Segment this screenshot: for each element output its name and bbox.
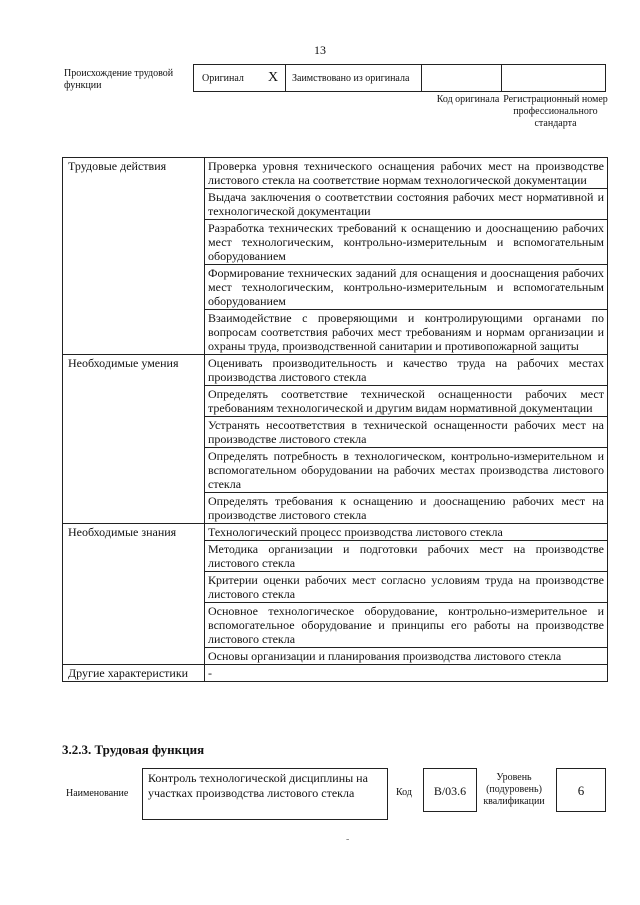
row-item: Формирование технических заданий для оснащения и дооснащения рабочих мест технологическим, контрольно-измерительным и вспомогательным оборудованием xyxy=(205,265,608,310)
level-label: Уровень (подуровень) квалификации xyxy=(483,772,545,807)
table-row xyxy=(63,524,608,541)
table-row xyxy=(63,355,608,386)
row-item: Основы организации и планирования производства листового стекла xyxy=(205,648,608,665)
footer-mark: - xyxy=(346,834,350,845)
level-value: 6 xyxy=(556,768,606,812)
row-item: Основное технологическое оборудование, контрольно-измерительное и вспомогательное оборудование и принципы его работы на производстве листового стекла xyxy=(205,603,608,648)
row-item: Определять потребность в технологическом, контрольно-измерительном и вспомогательном оборудовании на рабочих местах производства листового стекла xyxy=(205,448,608,493)
row-item: - xyxy=(205,665,608,682)
origin-table xyxy=(193,64,606,92)
row-item: Взаимодействие с проверяющими и контролирующими органами по вопросам соответствия рабочих мест требованиям и нормам организации и охраны труда, производственной санитарии и противопожарной защиты xyxy=(205,310,608,355)
row-item: Методика организации и подготовки рабочих мест на производстве листового стекла xyxy=(205,541,608,572)
section-title: 3.2.3. Трудовая функция xyxy=(62,742,205,757)
code-label: Код xyxy=(396,787,412,798)
table-row xyxy=(63,158,608,189)
row-item: Определять соответствие технической оснащенности рабочих мест требованиям технологической и другим видам нормативной документации xyxy=(205,386,608,417)
code-value: B/03.6 xyxy=(423,768,477,812)
row-label: Другие характеристики xyxy=(63,665,205,682)
row-label: Трудовые действия xyxy=(63,158,205,355)
page-number: 13 xyxy=(314,43,326,57)
row-item: Оценивать производительность и качество труда на рабочих местах производства листового стекла xyxy=(205,355,608,386)
original-mark: X xyxy=(268,70,279,85)
row-item: Определять требования к оснащению и дооснащению рабочих мест на производстве листового стекла xyxy=(205,493,608,524)
name-label: Наименование xyxy=(66,788,129,799)
table-row xyxy=(63,665,608,682)
function-table xyxy=(62,157,608,682)
row-item: Технологический процесс производства листового стекла xyxy=(205,524,608,541)
code-caption: Код оригинала xyxy=(436,94,500,105)
row-item: Критерии оценки рабочих мест согласно условиям труда на производстве листового стекла xyxy=(205,572,608,603)
original-label: Оригинал xyxy=(202,72,244,84)
row-item: Разработка технических требований к оснащению и дооснащению рабочих мест технологическим, контрольно-измерительным и вспомогательным оборудованием xyxy=(205,220,608,265)
borrowed-label: Заимствовано из оригинала xyxy=(292,72,410,84)
origin-code-cell xyxy=(422,65,502,91)
name-value: Контроль технологической дисциплины на участках производства листового стекла xyxy=(142,768,388,820)
origin-original-cell xyxy=(194,65,286,91)
origin-reg-cell xyxy=(502,65,607,91)
reg-caption: Регистрационный номер профессионального стандарта xyxy=(503,94,608,129)
row-item: Проверка уровня технического оснащения рабочих мест на производстве листового стекла на соответствие нормам технологической документации xyxy=(205,158,608,189)
row-label: Необходимые знания xyxy=(63,524,205,665)
row-item: Устранять несоответствия в технической оснащенности рабочих мест на производстве листового стекла xyxy=(205,417,608,448)
row-item: Выдача заключения о соответствии состояния рабочих мест нормативной и технологической документации xyxy=(205,189,608,220)
origin-borrowed-cell xyxy=(286,65,422,91)
row-label: Необходимые умения xyxy=(63,355,205,524)
origin-label: Происхождение трудовой функции xyxy=(64,68,174,91)
